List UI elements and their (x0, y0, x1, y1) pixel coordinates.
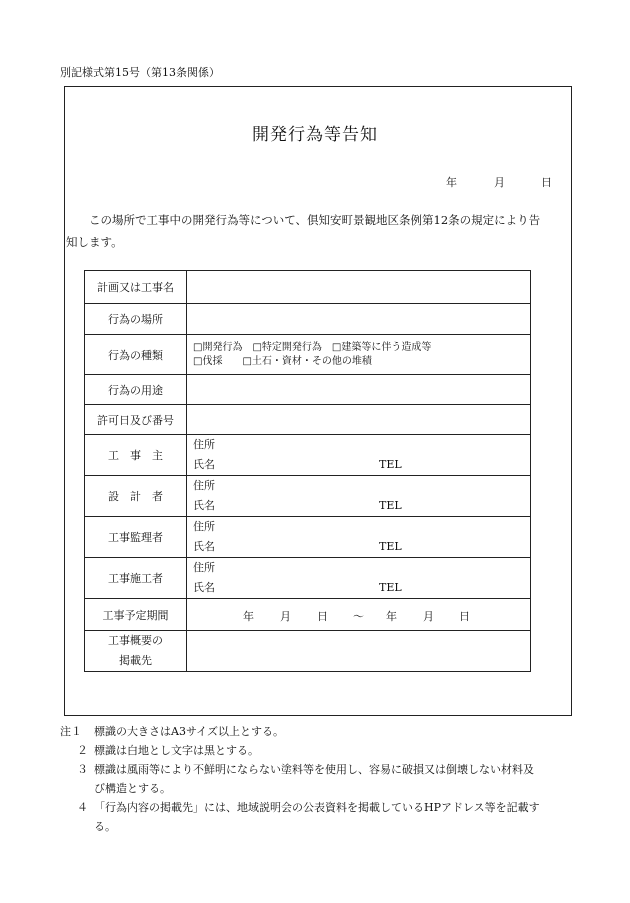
summary-label-line1: 工事概要の (108, 634, 163, 647)
period-value (187, 599, 531, 631)
location-value (187, 304, 531, 335)
supervisor-label: 工事監理者 (85, 517, 187, 558)
period-dates (193, 608, 530, 622)
date-year-unit: 年 (446, 176, 457, 189)
row-contractor (85, 558, 531, 599)
contractor-tel-label: TEL (379, 581, 402, 594)
row-location (85, 304, 531, 335)
designer-value (187, 476, 531, 517)
note-text-line2: る。 (94, 820, 116, 833)
contractor-name-line (193, 578, 530, 598)
document-title: 開発行為等告知 (252, 125, 378, 145)
purpose-label: 行為の用途 (85, 375, 187, 405)
row-permit (85, 405, 531, 435)
row-plan-name (85, 271, 531, 304)
supervisor-address-line (193, 517, 530, 537)
supervisor-name-label: 氏名 (193, 540, 215, 553)
summary-label-line2: 掲載先 (119, 654, 152, 667)
row-summary (85, 631, 531, 672)
note-text-line1: 標識は白地とし文字は黒とする。 (94, 744, 259, 757)
supervisor-name-line (193, 537, 530, 557)
owner-name-line (193, 455, 530, 475)
note-item (60, 741, 580, 760)
note-item (60, 722, 580, 741)
period-end-year: 年 (386, 609, 397, 623)
designer-address-line (193, 476, 530, 496)
row-designer (85, 476, 531, 517)
note-item (60, 798, 580, 836)
contractor-address-line (193, 558, 530, 578)
period-end-day: 日 (459, 609, 470, 623)
type-options (187, 335, 531, 375)
date-month-unit: 月 (494, 176, 505, 189)
plan-name-label: 計画又は工事名 (85, 271, 187, 304)
supervisor-address-label: 住所 (193, 520, 215, 533)
period-end-month: 月 (423, 609, 434, 623)
date-day-unit: 日 (541, 176, 552, 189)
period-start-month: 月 (280, 609, 291, 623)
plan-name-value (187, 271, 531, 304)
permit-label: 許可日及び番号 (85, 405, 187, 435)
designer-name-line (193, 496, 530, 516)
period-tilde: ～ (353, 609, 364, 623)
summary-label (85, 631, 187, 672)
designer-address-label: 住所 (193, 479, 215, 492)
type-label: 行為の種類 (85, 335, 187, 375)
period-start-day: 日 (317, 609, 328, 623)
contractor-value (187, 558, 531, 599)
note-number: 注１ (60, 725, 82, 738)
period-start-year: 年 (243, 609, 254, 623)
contractor-name-label: 氏名 (193, 581, 215, 594)
note-text-line1: 「行為内容の掲載先」には、地域説明会の公表資料を掲載しているHPアドレス等を記載す (94, 801, 540, 814)
note-text-line1: 標識の大きさはA3サイズ以上とする。 (94, 725, 285, 738)
owner-value (187, 435, 531, 476)
owner-address-label: 住所 (193, 438, 215, 451)
intro-text-line1: この場所で工事中の開発行為等について、倶知安町景観地区条例第12条の規定により告 (89, 213, 541, 227)
designer-name-label: 氏名 (193, 499, 215, 512)
note-item (60, 760, 580, 798)
note-number: ３ (77, 763, 88, 776)
owner-tel-label: TEL (379, 458, 402, 471)
note-number: ２ (77, 744, 88, 757)
supervisor-tel-label: TEL (379, 540, 402, 553)
period-label: 工事予定期間 (85, 599, 187, 631)
row-period (85, 599, 531, 631)
owner-name-label: 氏名 (193, 458, 215, 471)
row-supervisor (85, 517, 531, 558)
row-purpose (85, 375, 531, 405)
contractor-label: 工事施工者 (85, 558, 187, 599)
designer-tel-label: TEL (379, 499, 402, 512)
designer-label: 設 計 者 (85, 476, 187, 517)
permit-value (187, 405, 531, 435)
note-text-line1: 標識は風雨等により不鮮明にならない塗料等を使用し、容易に破損又は倒壊しない材料及 (94, 763, 534, 776)
note-text-line2: び構造とする。 (94, 782, 171, 795)
row-owner (85, 435, 531, 476)
owner-address-line (193, 435, 530, 455)
form-number: 別記様式第15号（第13条関係） (60, 66, 220, 79)
note-number: ４ (77, 801, 88, 814)
purpose-value (187, 375, 531, 405)
contractor-address-label: 住所 (193, 561, 215, 574)
summary-value (187, 631, 531, 672)
type-options-line1: □開発行為 □特定開発行為 □建築等に伴う造成等 (193, 341, 432, 353)
notes-section (60, 722, 580, 836)
row-type (85, 335, 531, 375)
owner-label: 工 事 主 (85, 435, 187, 476)
notice-form-table (84, 270, 531, 672)
intro-text-line2: 知します。 (66, 235, 123, 249)
supervisor-value (187, 517, 531, 558)
location-label: 行為の場所 (85, 304, 187, 335)
type-options-line2: □伐採 □土石・資材・その他の堆積 (193, 355, 372, 367)
